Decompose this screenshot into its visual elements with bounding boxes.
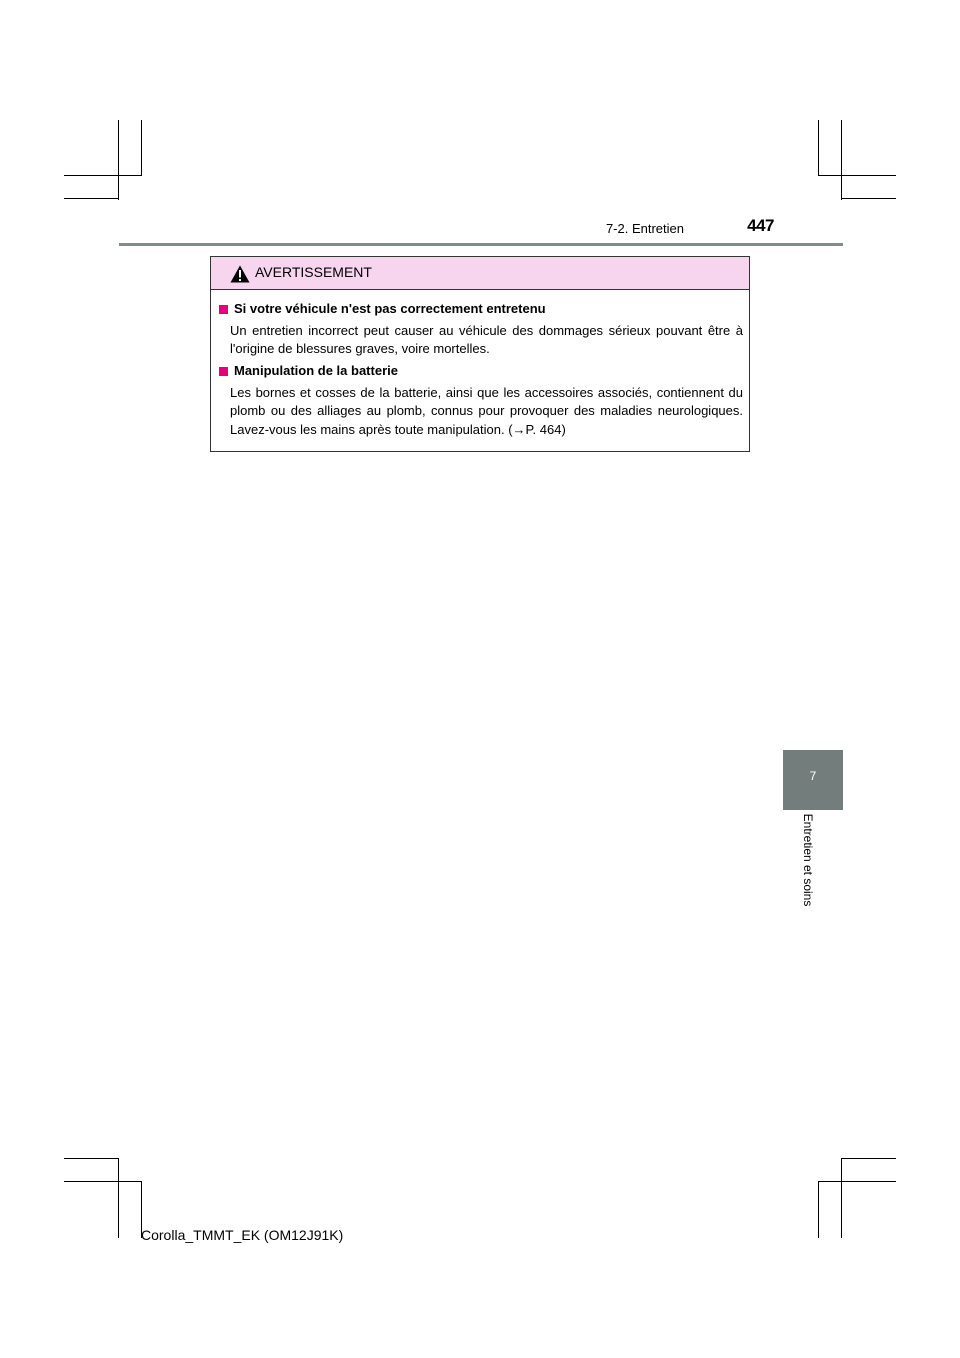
crop-mark	[64, 198, 119, 199]
crop-mark	[118, 1158, 119, 1238]
chapter-number: 7	[809, 769, 817, 783]
warning-item-heading	[219, 362, 743, 381]
chapter-label: Entretien et soins	[801, 813, 815, 907]
header-rule	[119, 243, 843, 246]
page-number: 447	[747, 216, 774, 235]
footer-model: Corolla_TMMT_EK (OM12J91K)	[141, 1227, 344, 1243]
crop-mark	[118, 120, 119, 200]
warning-item-heading	[219, 300, 743, 319]
crop-mark	[141, 120, 142, 175]
crop-mark	[818, 1181, 896, 1182]
crop-mark	[841, 198, 896, 199]
warning-item	[219, 362, 743, 439]
section-title: 7-2. Entretien	[605, 221, 684, 236]
bullet-square-icon	[219, 367, 228, 376]
crop-mark	[64, 175, 142, 176]
crop-mark	[818, 175, 896, 176]
warning-title: AVERTISSEMENT	[255, 264, 372, 280]
crop-mark	[841, 120, 842, 200]
crop-mark	[841, 1158, 896, 1159]
bullet-square-icon	[219, 305, 228, 314]
crop-mark	[818, 1181, 819, 1238]
warning-item	[219, 300, 743, 359]
warning-box	[210, 256, 750, 452]
warning-item-heading-text: Si votre véhicule n'est pas correctement entretenu	[234, 301, 546, 316]
crop-mark	[841, 1158, 842, 1238]
crop-mark	[64, 1158, 119, 1159]
warning-item-body: Les bornes et cosses de la batterie, ainsi que les accessoires associés, contiennent du plomb ou des alliages au plomb, connus pour provoquer des maladies neurologiques. Lavez-vous les mains après toute manipulation. (→P. 464)	[230, 384, 743, 437]
crop-mark	[64, 1181, 142, 1182]
warning-item-body: Un entretien incorrect peut causer au véhicule des dommages sérieux pouvant être à l'origine de blessures graves, voire mortelles.	[230, 322, 743, 356]
crop-mark	[818, 120, 819, 175]
warning-item-heading-text: Manipulation de la batterie	[234, 363, 398, 378]
warning-triangle-icon	[230, 265, 250, 283]
warning-header	[211, 257, 749, 290]
